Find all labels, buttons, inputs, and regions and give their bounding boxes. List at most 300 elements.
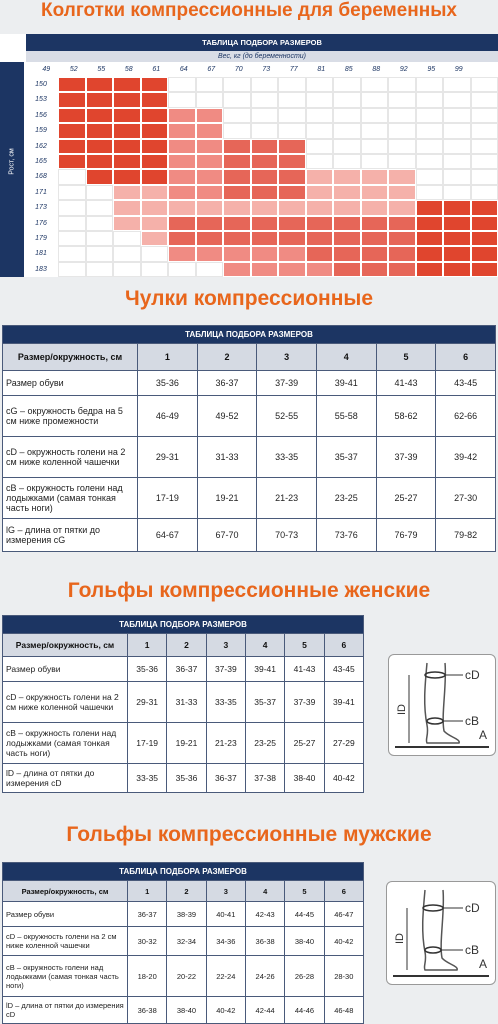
grid-cell — [306, 246, 334, 261]
table-row — [3, 478, 496, 519]
row-value: 38-40 — [285, 927, 324, 956]
grid-title: ТАБЛИЦА ПОДБОРА РАЗМЕРОВ — [26, 34, 498, 51]
grid-cell — [196, 92, 224, 107]
row-value: 34-36 — [206, 927, 245, 956]
grid-cell — [168, 231, 196, 246]
table-header-label: Размер/окружность, см — [3, 634, 128, 657]
row-value: 40-41 — [206, 902, 245, 927]
row-value: 35-37 — [245, 682, 284, 723]
grid-cell — [278, 262, 306, 277]
table-row — [3, 956, 364, 997]
grid-cell — [251, 200, 279, 215]
row-value: 26-28 — [285, 956, 324, 997]
grid-cell — [141, 77, 169, 92]
row-value: 28-30 — [324, 956, 363, 997]
row-value: 49-52 — [197, 396, 257, 437]
grid-cell — [86, 216, 114, 231]
row-value: 52-55 — [257, 396, 317, 437]
grid-cell — [361, 246, 389, 261]
grid-cell — [443, 200, 471, 215]
table-header-size: 4 — [245, 634, 284, 657]
table-header-size: 6 — [324, 634, 363, 657]
grid-cell — [196, 246, 224, 261]
grid-cell — [251, 139, 279, 154]
grid-cell — [388, 108, 416, 123]
grid-cell — [223, 216, 251, 231]
grid-cell — [168, 185, 196, 200]
row-value: 33-35 — [257, 437, 317, 478]
row-value: 39-42 — [436, 437, 496, 478]
grid-cell — [333, 92, 361, 107]
grid-cell — [196, 200, 224, 215]
grid-cell — [361, 154, 389, 169]
grid-cell — [168, 139, 196, 154]
grid-cell — [113, 262, 141, 277]
grid-cell — [333, 200, 361, 215]
pantyhose-size-grid — [0, 34, 498, 277]
grid-cell — [443, 231, 471, 246]
grid-cell — [168, 246, 196, 261]
grid-cell — [168, 169, 196, 184]
row-label: Размер обуви — [3, 902, 128, 927]
grid-cell — [251, 154, 279, 169]
row-value: 36-37 — [167, 657, 206, 682]
grid-cell — [471, 77, 498, 92]
row-value: 42-44 — [245, 997, 284, 1024]
grid-cell — [168, 200, 196, 215]
grid-cell — [141, 139, 169, 154]
row-value: 18-20 — [128, 956, 167, 997]
grid-cell — [471, 169, 498, 184]
grid-cell — [196, 139, 224, 154]
grid-cell — [223, 262, 251, 277]
grid-cell — [416, 262, 444, 277]
grid-cell — [141, 92, 169, 107]
grid-cell — [58, 262, 86, 277]
grid-height-label: 176 — [35, 219, 47, 227]
grid-cell — [361, 231, 389, 246]
table-row — [3, 902, 364, 927]
row-value: 17-19 — [128, 723, 167, 764]
grid-weight-label: 58 — [124, 66, 133, 73]
grid-cell — [141, 262, 169, 277]
grid-cell — [168, 108, 196, 123]
grid-weight-label: 52 — [69, 66, 78, 73]
grid-cell — [278, 216, 306, 231]
row-value: 62-66 — [436, 396, 496, 437]
grid-height-label: 171 — [35, 188, 47, 196]
grid-cell — [443, 92, 471, 107]
table-row — [3, 519, 496, 552]
row-value: 36-37 — [128, 902, 167, 927]
row-value: 40-42 — [206, 997, 245, 1024]
row-value: 37-39 — [285, 682, 324, 723]
grid-cell — [306, 108, 334, 123]
grid-cell — [86, 262, 114, 277]
grid-cell — [471, 216, 498, 231]
row-value: 17-19 — [138, 478, 198, 519]
leg-diagram-men — [386, 881, 496, 985]
grid-cell — [278, 185, 306, 200]
grid-cell — [113, 216, 141, 231]
grid-cell — [196, 123, 224, 138]
row-value: 76-79 — [376, 519, 436, 552]
grid-cell — [58, 77, 86, 92]
grid-cell — [471, 262, 498, 277]
row-value: 46-48 — [324, 997, 363, 1024]
grid-cell — [333, 246, 361, 261]
grid-cell — [58, 154, 86, 169]
grid-cell — [58, 169, 86, 184]
row-value: 27-29 — [324, 723, 363, 764]
grid-cell — [251, 123, 279, 138]
table-row — [3, 437, 496, 478]
grid-cell — [58, 216, 86, 231]
table-header-label: Размер/окружность, см — [3, 344, 138, 371]
row-label: cD – окружность голени на 2 см ниже коленной чашечки — [3, 682, 128, 723]
grid-height-label: 183 — [35, 265, 47, 273]
grid-cell — [306, 77, 334, 92]
grid-cell — [278, 77, 306, 92]
row-label: Размер обуви — [3, 657, 128, 682]
grid-cell — [333, 262, 361, 277]
row-label: lG – длина от пятки до измерения cG — [3, 519, 138, 552]
svg-text:A: A — [479, 957, 488, 971]
table-header-size: 4 — [316, 344, 376, 371]
grid-cell — [333, 169, 361, 184]
row-value: 31-33 — [167, 682, 206, 723]
row-value: 64-67 — [138, 519, 198, 552]
grid-cell — [361, 108, 389, 123]
grid-cell — [471, 139, 498, 154]
row-value: 37-39 — [376, 437, 436, 478]
row-value: 38-39 — [167, 902, 206, 927]
row-value: 27-30 — [436, 478, 496, 519]
grid-cell — [388, 77, 416, 92]
grid-height-label: 181 — [35, 250, 47, 258]
row-value: 25-27 — [285, 723, 324, 764]
grid-cell — [86, 169, 114, 184]
row-value: 29-31 — [138, 437, 198, 478]
grid-cell — [361, 185, 389, 200]
grid-height-label: 173 — [35, 204, 47, 212]
grid-weight-label: 88 — [372, 66, 381, 73]
row-label: cD – окружность голени на 2 см ниже коленной чашечки — [3, 927, 128, 956]
grid-cell — [443, 185, 471, 200]
grid-cell — [388, 216, 416, 231]
grid-cell — [86, 185, 114, 200]
table-header-size: 6 — [324, 881, 363, 902]
row-value: 67-70 — [197, 519, 257, 552]
row-value: 46-47 — [324, 902, 363, 927]
grid-cell — [86, 123, 114, 138]
table-header-size: 1 — [128, 634, 167, 657]
grid-cell — [278, 108, 306, 123]
svg-text:cD: cD — [465, 668, 480, 682]
table-row — [3, 927, 364, 956]
grid-cell — [306, 139, 334, 154]
grid-cell — [333, 108, 361, 123]
row-value: 46-49 — [138, 396, 198, 437]
grid-cell — [141, 216, 169, 231]
grid-cell — [223, 139, 251, 154]
grid-cell — [416, 200, 444, 215]
grid-cell — [113, 108, 141, 123]
grid-cell — [278, 154, 306, 169]
grid-cell — [223, 77, 251, 92]
grid-cell — [86, 200, 114, 215]
row-label: cD – окружность голени на 2 см ниже коленной чашечки — [3, 437, 138, 478]
grid-cell — [58, 185, 86, 200]
grid-cell — [306, 185, 334, 200]
grid-cell — [388, 123, 416, 138]
grid-cell — [113, 200, 141, 215]
row-value: 43-45 — [324, 657, 363, 682]
grid-cell — [361, 216, 389, 231]
grid-cell — [443, 77, 471, 92]
grid-weight-label: 81 — [317, 66, 326, 73]
grid-weight-label: 49 — [42, 66, 51, 73]
grid-cell — [86, 246, 114, 261]
table-header-size: 3 — [206, 634, 245, 657]
grid-cell — [471, 154, 498, 169]
grid-cell — [223, 108, 251, 123]
grid-weight-label: 95 — [427, 66, 436, 73]
row-value: 30-32 — [128, 927, 167, 956]
grid-weight-label: 77 — [289, 66, 298, 73]
grid-cell — [141, 200, 169, 215]
grid-cell — [333, 216, 361, 231]
grid-cell — [168, 262, 196, 277]
grid-cell — [113, 154, 141, 169]
grid-cell — [416, 169, 444, 184]
grid-weight-label: 99 — [454, 66, 463, 73]
row-label: cG – окружность бедра на 5 см ниже промежности — [3, 396, 138, 437]
grid-cell — [306, 92, 334, 107]
row-value: 70-73 — [257, 519, 317, 552]
svg-text:cD: cD — [465, 901, 480, 915]
grid-cell — [168, 77, 196, 92]
row-label: Размер обуви — [3, 371, 138, 396]
grid-cell — [141, 123, 169, 138]
grid-cell — [388, 139, 416, 154]
grid-weight-label: 64 — [179, 66, 188, 73]
grid-cell — [443, 139, 471, 154]
grid-cell — [416, 154, 444, 169]
svg-text:ID: ID — [394, 933, 406, 944]
grid-cell — [278, 246, 306, 261]
grid-cell — [388, 185, 416, 200]
grid-cell — [168, 92, 196, 107]
grid-cell — [443, 108, 471, 123]
row-value: 22-24 — [206, 956, 245, 997]
table-header-size: 4 — [245, 881, 284, 902]
grid-cell — [86, 154, 114, 169]
row-label: lD – длина от пятки до измерения cD — [3, 764, 128, 793]
row-value: 32-34 — [167, 927, 206, 956]
grid-cell — [58, 139, 86, 154]
table-header-size: 5 — [285, 881, 324, 902]
grid-cell — [388, 231, 416, 246]
grid-cell — [141, 154, 169, 169]
heading-men-socks: Гольфы компрессионные мужские — [66, 823, 432, 846]
row-value: 37-39 — [257, 371, 317, 396]
grid-height-label: 159 — [35, 127, 47, 135]
table-row — [3, 371, 496, 396]
grid-cell — [333, 139, 361, 154]
grid-cell — [361, 169, 389, 184]
grid-cell — [141, 169, 169, 184]
table-row — [3, 657, 364, 682]
row-value: 38-40 — [285, 764, 324, 793]
grid-cell — [471, 123, 498, 138]
table-row — [3, 723, 364, 764]
grid-cell — [196, 262, 224, 277]
grid-cell — [196, 77, 224, 92]
grid-cell — [86, 92, 114, 107]
grid-height-label: 153 — [35, 96, 47, 104]
table-header-size: 2 — [167, 881, 206, 902]
grid-weight-label: 92 — [399, 66, 408, 73]
table-header-size: 1 — [128, 881, 167, 902]
row-value: 36-38 — [128, 997, 167, 1024]
grid-cell — [58, 108, 86, 123]
grid-cell — [251, 77, 279, 92]
grid-height-label: 150 — [35, 81, 47, 88]
table-row — [3, 682, 364, 723]
grid-cell — [471, 200, 498, 215]
row-value: 58-62 — [376, 396, 436, 437]
row-value: 35-36 — [167, 764, 206, 793]
row-value: 33-35 — [128, 764, 167, 793]
grid-cell — [251, 262, 279, 277]
row-value: 35-37 — [316, 437, 376, 478]
grid-cell — [168, 123, 196, 138]
table-row — [3, 764, 364, 793]
heading-women-socks: Гольфы компрессионные женские — [67, 579, 431, 602]
grid-cell — [223, 246, 251, 261]
grid-cell — [361, 262, 389, 277]
row-value: 44-45 — [285, 902, 324, 927]
row-label: lD – длина от пятки до измерения cD — [3, 997, 128, 1024]
row-value: 23-25 — [245, 723, 284, 764]
grid-cell — [306, 169, 334, 184]
grid-cell — [306, 154, 334, 169]
grid-weight-label: 67 — [207, 66, 216, 73]
row-value: 79-82 — [436, 519, 496, 552]
leg-diagram-women — [388, 654, 496, 756]
row-value: 35-36 — [138, 371, 198, 396]
row-value: 19-21 — [167, 723, 206, 764]
grid-cell — [416, 139, 444, 154]
grid-weight-label: 55 — [97, 66, 106, 73]
row-value: 38-40 — [167, 997, 206, 1024]
row-label: cB – окружность голени над лодыжками (самая тонкая часть ноги) — [3, 723, 128, 764]
row-value: 29-31 — [128, 682, 167, 723]
grid-cell — [86, 139, 114, 154]
row-value: 37-38 — [245, 764, 284, 793]
grid-cell — [388, 92, 416, 107]
grid-cell — [113, 246, 141, 261]
grid-cell — [58, 92, 86, 107]
grid-cell — [333, 77, 361, 92]
grid-cell — [471, 231, 498, 246]
row-value: 33-35 — [206, 682, 245, 723]
row-value: 40-42 — [324, 764, 363, 793]
grid-cell — [278, 123, 306, 138]
grid-cell — [333, 231, 361, 246]
grid-weight-label: 85 — [344, 66, 353, 73]
grid-weight-label: 73 — [262, 66, 271, 73]
grid-cell — [196, 108, 224, 123]
grid-cell — [416, 216, 444, 231]
grid-cell — [196, 231, 224, 246]
table-header-label: Размер/окружность, см — [3, 881, 128, 902]
grid-cell — [471, 108, 498, 123]
row-value: 40-42 — [324, 927, 363, 956]
grid-cell — [58, 246, 86, 261]
grid-cell — [361, 77, 389, 92]
table-title: ТАБЛИЦА ПОДБОРА РАЗМЕРОВ — [3, 326, 496, 344]
svg-text:cB: cB — [465, 943, 480, 957]
row-value: 39-41 — [324, 682, 363, 723]
grid-cell — [113, 123, 141, 138]
grid-cell — [223, 92, 251, 107]
row-value: 42-43 — [245, 902, 284, 927]
row-value: 24-26 — [245, 956, 284, 997]
grid-cell — [168, 216, 196, 231]
heading-stockings: Чулки компрессионные — [124, 287, 374, 310]
row-value: 21-23 — [206, 723, 245, 764]
row-value: 41-43 — [285, 657, 324, 682]
row-value: 23-25 — [316, 478, 376, 519]
grid-cell — [223, 123, 251, 138]
grid-height-label: 179 — [35, 235, 47, 242]
grid-cell — [443, 216, 471, 231]
row-value: 25-27 — [376, 478, 436, 519]
grid-cell — [416, 77, 444, 92]
stockings-size-table — [2, 325, 496, 552]
grid-weight-label: 70 — [234, 66, 243, 73]
row-value: 19-21 — [197, 478, 257, 519]
grid-cell — [416, 246, 444, 261]
grid-y-label: Рост, см — [0, 62, 24, 277]
grid-cell — [223, 185, 251, 200]
grid-cell — [196, 185, 224, 200]
grid-height-label: 168 — [35, 173, 47, 181]
grid-cell — [443, 169, 471, 184]
table-header-size: 3 — [206, 881, 245, 902]
grid-cell — [251, 231, 279, 246]
row-value: 37-39 — [206, 657, 245, 682]
table-header-size: 2 — [167, 634, 206, 657]
row-value: 20-22 — [167, 956, 206, 997]
row-value: 35-36 — [128, 657, 167, 682]
grid-cell — [251, 108, 279, 123]
grid-cell — [443, 246, 471, 261]
table-header-size: 5 — [376, 344, 436, 371]
row-value: 21-23 — [257, 478, 317, 519]
grid-cell — [113, 169, 141, 184]
grid-cell — [471, 246, 498, 261]
row-value: 44-46 — [285, 997, 324, 1024]
grid-cell — [113, 77, 141, 92]
table-row — [3, 997, 364, 1024]
grid-cell — [361, 92, 389, 107]
grid-cell — [361, 200, 389, 215]
grid-cell — [86, 77, 114, 92]
grid-cell — [251, 185, 279, 200]
